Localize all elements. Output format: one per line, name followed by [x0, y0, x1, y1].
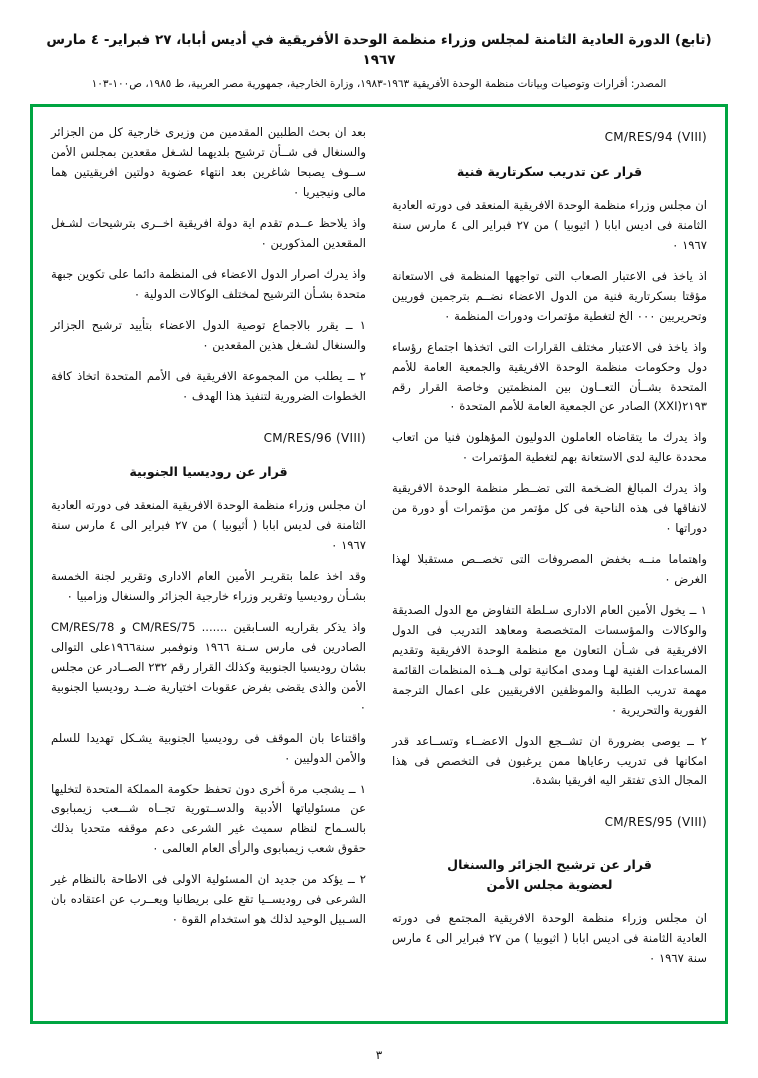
column-left [51, 123, 366, 1011]
paragraph: ١ ــ يخول الأمين العام الادارى سـلطة التفاوض مع الدول الصديقة والوكالات والمؤسسات المتخصصة ومعاهد التدريب فى الدول الافريقية فى شـأن التعاون مع منظمة الوحدة الافريقية وتقديم المساعدات الفنية لهـا ومدى امكانية تولى هــذه المنظمات القائمة مهمة تدريب الطلبة والموظفين الافريقيين على اعمال الترجمة الفورية والتحريرية ٠ [392, 602, 707, 717]
paragraph: واذ ياخذ فى الاعتبار مختلف القرارات التى اتخذها اجتماع رؤساء دول وحكومات منظمة الوحدة الافريقية والجمعية العامة للأمم المتحدة بشــأن التعــاون بين المنظمتين وخاصة القرار رقم ٢١٩٣(XXI) الصادر عن الجمعية العامة للأمم المتحدة ٠ [392, 339, 707, 414]
paragraph: واذ يدرك اصرار الدول الاعضاء فى المنظمة دائما على تكوين جبهة متحدة بشـأن الترشيح لمختلف الوكالات الدولية ٠ [51, 266, 366, 301]
paragraph: ١ ــ يقرر بالاجماع توصية الدول الاعضاء بتأييد ترشيح الجزائر والسنغال لشـغل هذين المقعدين ٠ [51, 317, 366, 352]
paragraph: بعد ان بحث الطلبين المقدمين من وزيرى خارجية كل من الجزائر والسنغال فى شــأن ترشيح بلديهما لشـغل مقعدين بمجلس الأمن ســوف يصبحا شاغرين بعد انتهاء عضوية دولتين افريقيتين هما مالى ونيجيريا ٠ [51, 125, 366, 200]
paragraph: واهتماما منــه بخفض المصروفات التى تخصــص مستقبلا لهذا الغرض ٠ [392, 552, 707, 587]
paragraph: ٢ ــ يؤكد من جديد ان المسئولية الاولى فى الاطاحة بالنظام غير الشرعى فى روديســيا تقع على بريطانيا ويعــرب عن اعتقاده بان السـبيل الوحيد لذلك هو استخدام القوة ٠ [51, 872, 366, 927]
paragraph: ٢ ــ يطلب من المجموعة الافريقية فى الأمم المتحدة اتخاذ كافة الخطوات الضرورية لتنفيذ هذا الهدف ٠ [51, 368, 366, 403]
paragraph: واقتناعا بان الموقف فى روديسيا الجنوبية يشـكل تهديدا للسلم والأمن الدوليين ٠ [51, 730, 366, 765]
paragraph-with-codes: واذ يذكر بقراريه السـابقين ....... CM/RES/75 و CM/RES/78 الصادرين فى مارس سـنة ١٩٦٦ ونوفمبر سنة١٩٦٦على التوالى بشان روديسيا الجنوبية وكذلك القرار رقم ٢٣٢ الصــادر عن مجلس الأمن والذى يقضى بفرض عقوبات اختيارية ضــد روديسيا الجنوبية ٠ [51, 619, 367, 714]
content-frame [30, 104, 728, 1024]
resolution-code-94: CM/RES/94 (VIII) [604, 130, 707, 145]
column-right [392, 123, 707, 1011]
paragraph: ان مجلس وزراء منظمة الوحدة الافريقية المجتمع فى دورته العادية الثامنة فى اديس ابابا ( اثيوبيا ) من ٢٧ فبراير الى ٤ مارس سنة ١٩٦٧ ٠ [392, 911, 707, 966]
source-line: المصدر: أقرارات وتوصيات وبيانات منظمة الوحدة الأفريقية ١٩٦٣-١٩٨٣، وزارة الخارجية، جمهورية مصر العربية، ط ١٩٨٥، ص١٠٠-١٠٣ [91, 77, 667, 90]
resolution-title-95-line1: قرار عن ترشيح الجزائر والسنغال [447, 857, 652, 873]
resolution-title-94-line1: قرار عن تدريب سكرتارية فنية [456, 163, 643, 179]
paragraph: ١ ــ يشجب مرة أخرى دون تحفظ حكومة المملكة المتحدة لتخليها عن مسئولياتها الأدبية والدســتورية تجــاه شـــعب زيمبابوى بالسـماح لنظام سميث غير الشرعى دعم موقفه متحديا بذلك حقوق شعب زيمبابوى والرأى العام العالمى ٠ [51, 781, 366, 856]
paragraph: واذ يلاحظ عــدم تقدم اية دولة افريقية اخــرى بترشيحات لشـغل المقعدين المذكورين ٠ [51, 216, 366, 250]
paragraph: ان مجلس وزراء منظمة الوحدة الافريقية المنعقد فى دورته العادية الثامنة فى لديس ابابا ( أثيوبيا ) من ٢٧ فبراير الى ٤ مارس سنة ١٩٦٧ ٠ [51, 498, 366, 553]
resolution-code-96: CM/RES/96 (VIII) [263, 430, 366, 445]
resolution-title-96-line1: قرار عن روديسيا الجنوبية [129, 464, 288, 480]
paragraph: اذ ياخذ فى الاعتبار الصعاب التى تواجهها المنظمة فى الاستعانة مؤقتا بسكرتارية فنية من الدول الاعضاء نضــم بترجمين فوريين وتحريريين ٠٠٠ الخ لتغطية مؤتمرات ودورات المنظمة ٠ [392, 268, 707, 323]
paragraph: واذ يدرك ما يتقاضاه العاملون الدوليون المؤهلون فنيا من اتعاب محددة عالية لدى الاستعانة بهم لتغطية المؤتمرات ٠ [392, 430, 707, 465]
page-title: (تابع) الدورة العادية الثامنة لمجلس وزراء منظمة الوحدة الأفريقية في أديس أبابا، ٢٧ فبراير- ٤ مارس ١٩٦٧ [46, 32, 712, 69]
resolution-title-94 [392, 162, 707, 182]
page-number: ٣ [375, 1048, 383, 1062]
resolution-code-95: CM/RES/95 (VIII) [604, 815, 707, 830]
resolution-title-95-line2: لعضوية مجلس الأمن [486, 877, 613, 893]
paragraph: ان مجلس وزراء منظمة الوحدة الافريقية المنعقد فى دورته العادية الثامنة فى اديس ابابا ( اثيوبيا ) من ٢٧ فبراير الى ٤ مارس سنة ١٩٦٧ ٠ [392, 198, 707, 252]
resolution-title-96 [51, 462, 366, 482]
paragraph: وقد اخذ علما بتقريـر الأمين العام الادارى وتقرير لجنة الخمسة بشـأن روديسيا وتقرير وزراء خارجية الجزائر والسنغال وزامبيا ٠ [51, 569, 366, 604]
resolution-title-95 [392, 855, 707, 895]
two-column-layout [51, 123, 707, 1011]
paragraph: ٢ ــ يوصى بضرورة ان تشــجع الدول الاعضــاء وتســاعد قدر امكانها فى تدريب رعاياها ممن يرغبون فى التخصص فى هذا المجال الذى تفتقر اليه افريقيا بشدة. [392, 733, 707, 788]
paragraph: واذ يدرك المبالغ الضـخمة التى تضــطر منظمة الوحدة الافريقية لانفاقها فى هذه الناحية فى كل مؤتمر من مؤتمرات أو دورة من دوراتها ٠ [392, 481, 707, 536]
